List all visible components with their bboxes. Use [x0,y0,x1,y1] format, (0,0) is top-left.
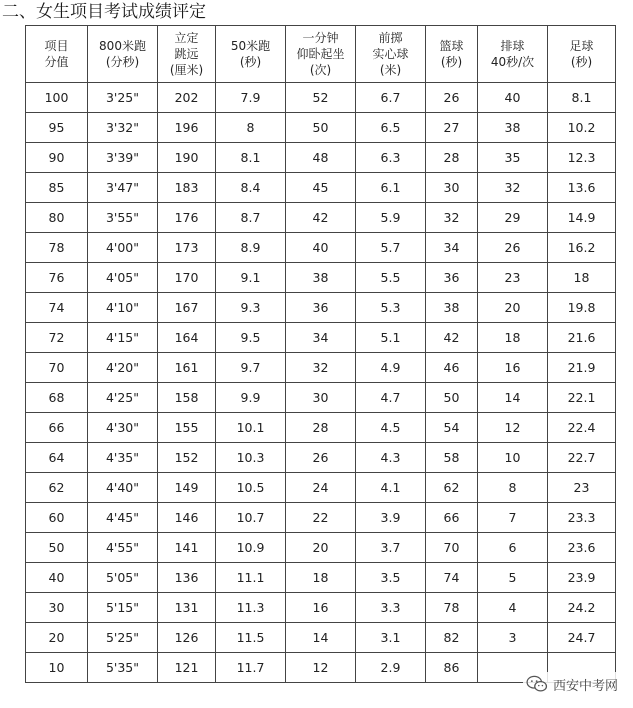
basketball-cell: 74 [426,563,478,593]
long-jump-cell: 141 [158,533,216,563]
football-cell: 10.2 [548,113,616,143]
run-800m-cell: 3'32" [88,113,158,143]
volleyball-cell: 20 [478,293,548,323]
table-row [26,293,616,323]
run-50m-cell: 10.5 [216,473,286,503]
table-row [26,173,616,203]
basketball-cell: 26 [426,83,478,113]
medicine-ball-cell: 6.3 [356,143,426,173]
watermark-text: 西安中考网 [552,678,618,694]
col-header-volleyball: 排球 40秒/次 [478,26,548,83]
football-cell: 16.2 [548,233,616,263]
basketball-cell: 82 [426,623,478,653]
run-800m-cell: 4'20" [88,353,158,383]
situps-cell: 52 [286,83,356,113]
col-header-800m: 800米跑 (分秒) [88,26,158,83]
score-cell: 70 [26,353,88,383]
situps-cell: 38 [286,263,356,293]
score-cell: 80 [26,203,88,233]
table-row [26,323,616,353]
table-row [26,563,616,593]
long-jump-cell: 190 [158,143,216,173]
col-header-50m: 50米跑 (秒) [216,26,286,83]
basketball-cell: 86 [426,653,478,683]
football-cell: 19.8 [548,293,616,323]
medicine-ball-cell: 4.1 [356,473,426,503]
score-cell: 64 [26,443,88,473]
football-cell: 23 [548,473,616,503]
col-header-score: 项目 分值 [26,26,88,83]
volleyball-cell: 8 [478,473,548,503]
basketball-cell: 38 [426,293,478,323]
run-50m-cell: 9.3 [216,293,286,323]
situps-cell: 28 [286,413,356,443]
long-jump-cell: 152 [158,443,216,473]
situps-cell: 34 [286,323,356,353]
run-800m-cell: 4'05" [88,263,158,293]
volleyball-cell: 5 [478,563,548,593]
run-50m-cell: 10.7 [216,503,286,533]
medicine-ball-cell: 4.7 [356,383,426,413]
table-row [26,503,616,533]
run-800m-cell: 5'35" [88,653,158,683]
score-table-body [26,83,616,683]
run-50m-cell: 11.3 [216,593,286,623]
score-cell: 60 [26,503,88,533]
long-jump-cell: 196 [158,113,216,143]
volleyball-cell: 40 [478,83,548,113]
run-50m-cell: 9.7 [216,353,286,383]
score-cell: 30 [26,593,88,623]
football-cell: 23.6 [548,533,616,563]
basketball-cell: 42 [426,323,478,353]
score-cell: 76 [26,263,88,293]
run-50m-cell: 7.9 [216,83,286,113]
volleyball-cell: 10 [478,443,548,473]
run-50m-cell: 10.1 [216,413,286,443]
table-row [26,383,616,413]
run-800m-cell: 4'35" [88,443,158,473]
situps-cell: 20 [286,533,356,563]
run-800m-cell: 5'25" [88,623,158,653]
volleyball-cell: 18 [478,323,548,353]
volleyball-cell: 16 [478,353,548,383]
volleyball-cell: 38 [478,113,548,143]
football-cell: 21.9 [548,353,616,383]
situps-cell: 18 [286,563,356,593]
run-800m-cell: 4'45" [88,503,158,533]
run-800m-cell: 4'30" [88,413,158,443]
run-800m-cell: 5'15" [88,593,158,623]
medicine-ball-cell: 6.1 [356,173,426,203]
run-800m-cell: 4'55" [88,533,158,563]
table-row [26,623,616,653]
volleyball-cell: 29 [478,203,548,233]
medicine-ball-cell: 5.9 [356,203,426,233]
volleyball-cell: 26 [478,233,548,263]
run-50m-cell: 8.7 [216,203,286,233]
long-jump-cell: 170 [158,263,216,293]
table-row [26,233,616,263]
run-50m-cell: 8.1 [216,143,286,173]
long-jump-cell: 121 [158,653,216,683]
situps-cell: 36 [286,293,356,323]
basketball-cell: 30 [426,173,478,203]
situps-cell: 12 [286,653,356,683]
medicine-ball-cell: 4.3 [356,443,426,473]
wechat-icon [526,675,548,693]
run-50m-cell: 9.9 [216,383,286,413]
page-heading: 二、女生项目考试成绩评定 [2,2,206,22]
run-50m-cell: 8.4 [216,173,286,203]
run-50m-cell: 10.3 [216,443,286,473]
table-row [26,443,616,473]
header-row [26,26,616,83]
medicine-ball-cell: 6.7 [356,83,426,113]
score-cell: 72 [26,323,88,353]
long-jump-cell: 146 [158,503,216,533]
long-jump-cell: 149 [158,473,216,503]
run-800m-cell: 3'25" [88,83,158,113]
medicine-ball-cell: 4.9 [356,353,426,383]
table-row [26,263,616,293]
table-row [26,113,616,143]
run-50m-cell: 9.1 [216,263,286,293]
basketball-cell: 50 [426,383,478,413]
medicine-ball-cell: 5.3 [356,293,426,323]
medicine-ball-cell: 6.5 [356,113,426,143]
run-800m-cell: 4'10" [88,293,158,323]
basketball-cell: 28 [426,143,478,173]
football-cell: 12.3 [548,143,616,173]
football-cell: 24.7 [548,623,616,653]
table-row [26,83,616,113]
football-cell: 23.3 [548,503,616,533]
situps-cell: 40 [286,233,356,263]
basketball-cell: 34 [426,233,478,263]
run-800m-cell: 4'40" [88,473,158,503]
situps-cell: 24 [286,473,356,503]
score-cell: 20 [26,623,88,653]
long-jump-cell: 202 [158,83,216,113]
score-cell: 10 [26,653,88,683]
long-jump-cell: 131 [158,593,216,623]
col-header-football: 足球 (秒) [548,26,616,83]
score-cell: 85 [26,173,88,203]
table-row [26,533,616,563]
long-jump-cell: 136 [158,563,216,593]
run-800m-cell: 4'25" [88,383,158,413]
situps-cell: 45 [286,173,356,203]
football-cell: 21.6 [548,323,616,353]
watermark [523,672,621,696]
long-jump-cell: 164 [158,323,216,353]
run-800m-cell: 3'47" [88,173,158,203]
football-cell: 22.4 [548,413,616,443]
situps-cell: 32 [286,353,356,383]
volleyball-cell: 12 [478,413,548,443]
run-800m-cell: 4'00" [88,233,158,263]
medicine-ball-cell: 5.5 [356,263,426,293]
run-800m-cell: 3'39" [88,143,158,173]
football-cell: 22.1 [548,383,616,413]
col-header-medicine-ball: 前掷 实心球 (米) [356,26,426,83]
score-cell: 78 [26,233,88,263]
basketball-cell: 36 [426,263,478,293]
basketball-cell: 32 [426,203,478,233]
situps-cell: 16 [286,593,356,623]
basketball-cell: 46 [426,353,478,383]
run-50m-cell: 11.5 [216,623,286,653]
long-jump-cell: 183 [158,173,216,203]
medicine-ball-cell: 3.5 [356,563,426,593]
table-row [26,413,616,443]
table-row [26,473,616,503]
medicine-ball-cell: 3.3 [356,593,426,623]
football-cell: 22.7 [548,443,616,473]
volleyball-cell: 3 [478,623,548,653]
situps-cell: 22 [286,503,356,533]
football-cell: 23.9 [548,563,616,593]
score-cell: 95 [26,113,88,143]
volleyball-cell: 6 [478,533,548,563]
score-table [25,25,616,683]
col-header-situps: 一分钟 仰卧起坐 (次) [286,26,356,83]
run-50m-cell: 10.9 [216,533,286,563]
volleyball-cell: 35 [478,143,548,173]
medicine-ball-cell: 4.5 [356,413,426,443]
situps-cell: 48 [286,143,356,173]
basketball-cell: 58 [426,443,478,473]
football-cell: 24.2 [548,593,616,623]
volleyball-cell: 14 [478,383,548,413]
football-cell: 14.9 [548,203,616,233]
basketball-cell: 66 [426,503,478,533]
score-cell: 62 [26,473,88,503]
situps-cell: 14 [286,623,356,653]
score-cell: 68 [26,383,88,413]
situps-cell: 26 [286,443,356,473]
basketball-cell: 27 [426,113,478,143]
run-800m-cell: 3'55" [88,203,158,233]
table-row [26,353,616,383]
table-row [26,593,616,623]
medicine-ball-cell: 3.1 [356,623,426,653]
score-cell: 50 [26,533,88,563]
run-50m-cell: 8.9 [216,233,286,263]
long-jump-cell: 158 [158,383,216,413]
football-cell: 8.1 [548,83,616,113]
medicine-ball-cell: 2.9 [356,653,426,683]
volleyball-cell: 4 [478,593,548,623]
medicine-ball-cell: 3.7 [356,533,426,563]
medicine-ball-cell: 3.9 [356,503,426,533]
run-50m-cell: 8 [216,113,286,143]
run-50m-cell: 9.5 [216,323,286,353]
volleyball-cell: 32 [478,173,548,203]
situps-cell: 30 [286,383,356,413]
score-cell: 74 [26,293,88,323]
long-jump-cell: 155 [158,413,216,443]
run-50m-cell: 11.7 [216,653,286,683]
run-800m-cell: 4'15" [88,323,158,353]
col-header-long-jump: 立定 跳远 (厘米) [158,26,216,83]
score-cell: 66 [26,413,88,443]
medicine-ball-cell: 5.7 [356,233,426,263]
medicine-ball-cell: 5.1 [356,323,426,353]
basketball-cell: 54 [426,413,478,443]
long-jump-cell: 161 [158,353,216,383]
volleyball-cell: 7 [478,503,548,533]
football-cell: 13.6 [548,173,616,203]
run-50m-cell: 11.1 [216,563,286,593]
score-cell: 90 [26,143,88,173]
situps-cell: 50 [286,113,356,143]
run-800m-cell: 5'05" [88,563,158,593]
score-cell: 40 [26,563,88,593]
long-jump-cell: 176 [158,203,216,233]
score-cell: 100 [26,83,88,113]
long-jump-cell: 167 [158,293,216,323]
basketball-cell: 78 [426,593,478,623]
table-row [26,203,616,233]
situps-cell: 42 [286,203,356,233]
long-jump-cell: 126 [158,623,216,653]
col-header-basketball: 篮球 (秒) [426,26,478,83]
basketball-cell: 62 [426,473,478,503]
basketball-cell: 70 [426,533,478,563]
long-jump-cell: 173 [158,233,216,263]
volleyball-cell: 23 [478,263,548,293]
table-row [26,143,616,173]
football-cell: 18 [548,263,616,293]
